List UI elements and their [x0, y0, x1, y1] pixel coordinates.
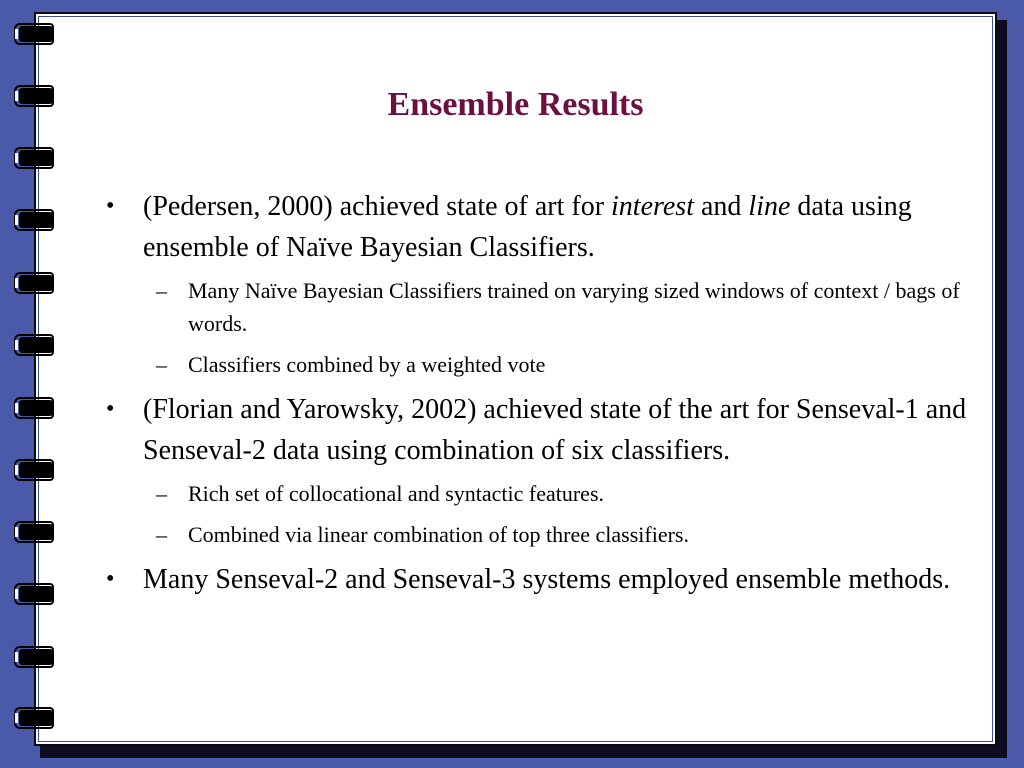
sub-bullet-item [100, 274, 970, 340]
sub-bullet-list [100, 477, 970, 551]
sub-bullet-text: Rich set of collocational and syntactic features. [188, 481, 605, 506]
sub-bullet-item [100, 348, 970, 381]
binding-ring-icon [14, 583, 54, 605]
slide-content [100, 186, 970, 604]
bullet-text-emphasis: interest [611, 191, 694, 222]
binding-ring-icon [14, 272, 54, 294]
binding-ring-icon [14, 707, 54, 729]
bullet-text: Many Senseval-2 and Senseval-3 systems employed ensemble methods. [143, 564, 951, 595]
bullet-text-segment: data using ensemble of Naïve Bayesian Classifiers. [143, 191, 912, 263]
binding-ring-icon [14, 147, 54, 169]
binding-ring-icon [14, 334, 54, 356]
binding-ring-icon [14, 459, 54, 481]
bullet-item [100, 559, 970, 600]
binding-ring-icon [14, 397, 54, 419]
sub-bullet-marker: – [156, 522, 167, 547]
sub-bullet-list [100, 274, 970, 381]
bullet-text-segment: (Pedersen, 2000) achieved state of art for [143, 191, 612, 222]
bullet-text-segment: and [693, 191, 749, 222]
bullet-item [100, 186, 970, 268]
bullet-marker: • [106, 396, 115, 422]
bullet-text-emphasis: line [748, 191, 791, 222]
sub-bullet-item [100, 518, 970, 551]
binding-ring-icon [14, 23, 54, 45]
bullet-marker: • [106, 566, 115, 592]
bullet-item [100, 389, 970, 471]
sub-bullet-text: Classifiers combined by a weighted vote [188, 352, 546, 377]
bullet-text: (Florian and Yarowsky, 2002) achieved state of the art for Senseval-1 and Senseval-2 data using combination of six classifiers. [143, 394, 967, 466]
sub-bullet-marker: – [156, 352, 167, 377]
bullet-marker: • [106, 193, 115, 219]
binding-ring-icon [14, 521, 54, 543]
binding-ring-icon [14, 209, 54, 231]
sub-bullet-text: Combined via linear combination of top three classifiers. [188, 522, 689, 547]
sub-bullet-marker: – [156, 278, 167, 303]
binding-ring-icon [14, 646, 54, 668]
slide-title: Ensemble Results [387, 86, 644, 123]
sub-bullet-text: Many Naïve Bayesian Classifiers trained on varying sized windows of context / bags of words. [188, 278, 960, 336]
sub-bullet-item [100, 477, 970, 510]
sub-bullet-marker: – [156, 481, 167, 506]
